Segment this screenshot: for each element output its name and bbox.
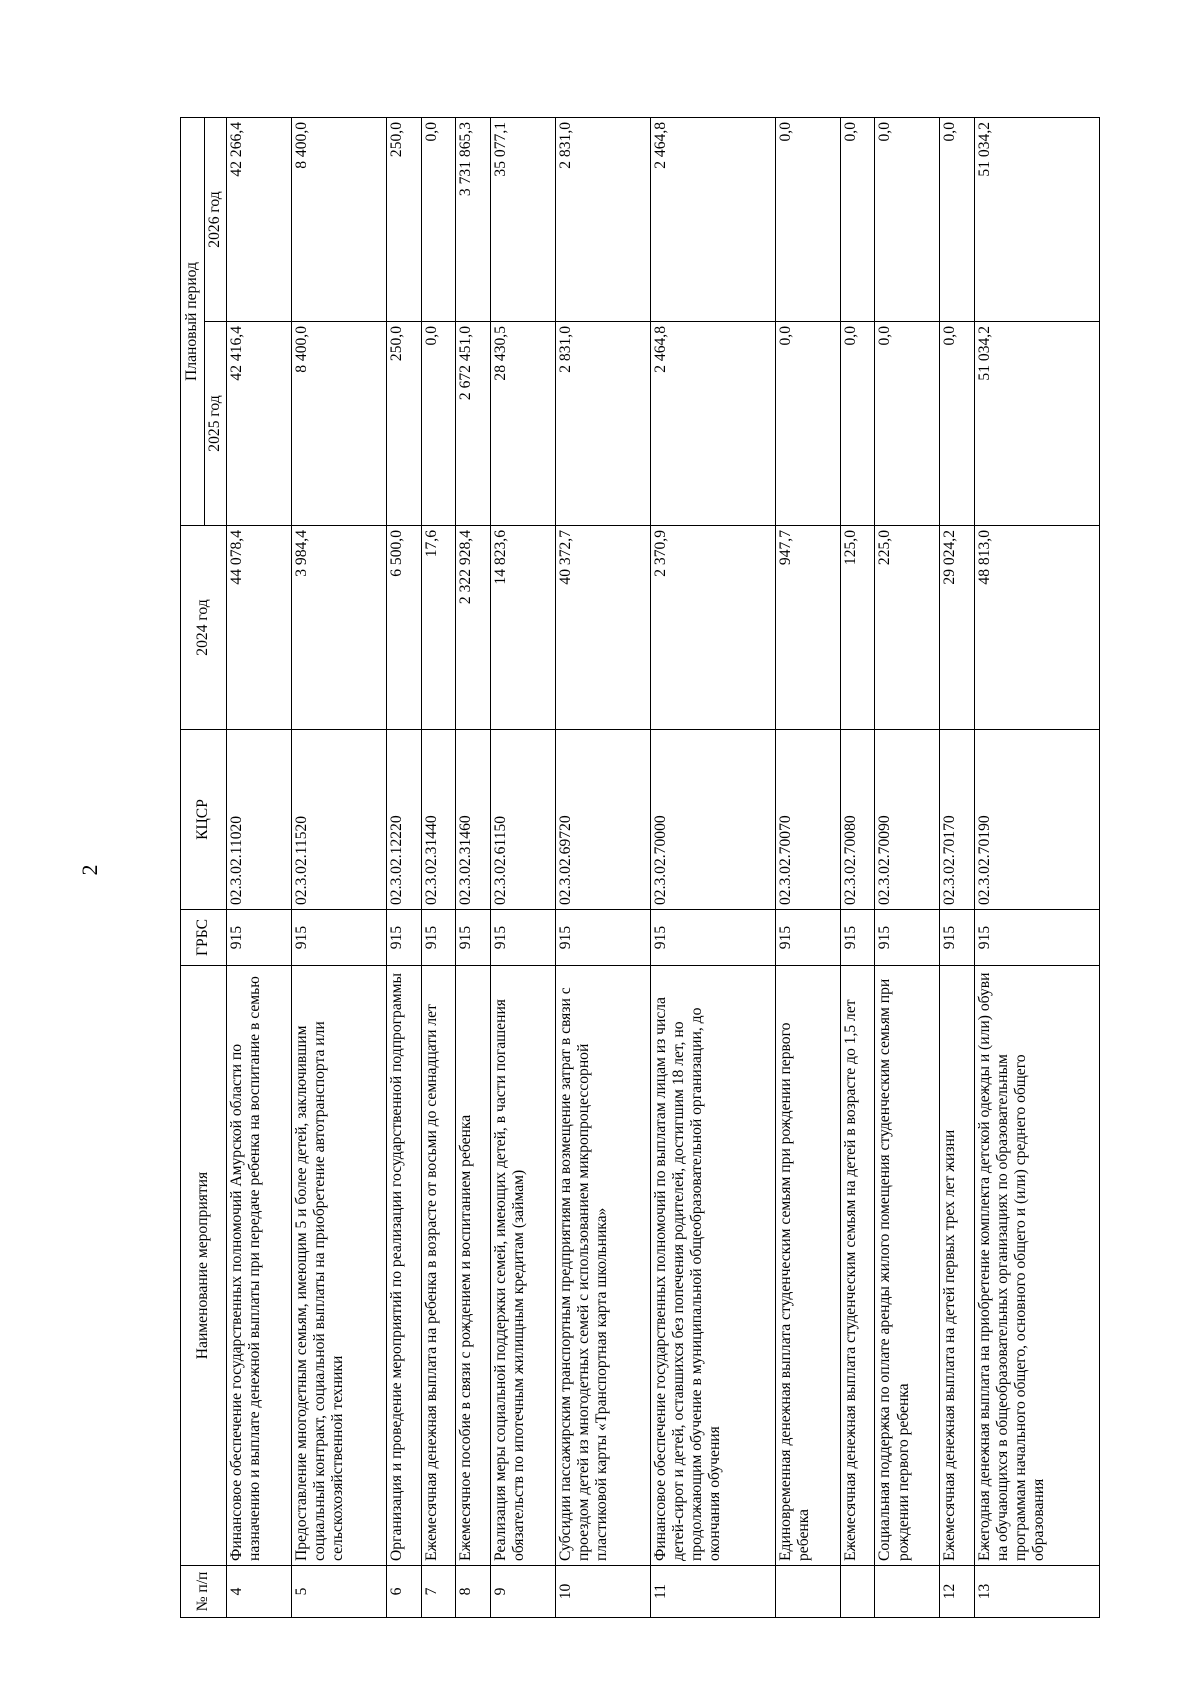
table-container <box>180 118 1100 1618</box>
page-number: 2 <box>77 864 102 876</box>
cell-grbs: 915 <box>650 910 775 966</box>
cell-grbs: 915 <box>421 910 456 966</box>
cell-2025: 28 430,5 <box>491 322 556 526</box>
table-row <box>456 117 491 1617</box>
cell-2026: 0,0 <box>775 117 840 321</box>
cell-grbs: 915 <box>840 910 875 966</box>
table-body <box>227 117 1100 1617</box>
header-kcsr: КЦСР <box>181 730 227 910</box>
cell-name: Организация и проведение мероприятий по реализации государственной подпрограммы <box>386 966 421 1566</box>
header-planned-period: Плановый период <box>181 117 205 525</box>
cell-kcsr: 02.3.02.70000 <box>650 730 775 910</box>
cell-kcsr: 02.3.02.31440 <box>421 730 456 910</box>
table-row <box>386 117 421 1617</box>
cell-2025: 2 464,8 <box>650 322 775 526</box>
cell-name: Финансовое обеспечение государственных полномочий Амурской области по назначению и выплате денежной выплаты при передаче ребенка на воспитание в семью <box>227 966 292 1566</box>
cell-2024: 225,0 <box>875 526 940 730</box>
cell-kcsr: 02.3.02.12220 <box>386 730 421 910</box>
table-row <box>491 117 556 1617</box>
cell-2025: 0,0 <box>421 322 456 526</box>
cell-num: 8 <box>456 1566 491 1618</box>
cell-grbs: 915 <box>456 910 491 966</box>
cell-2026: 8 400,0 <box>291 117 386 321</box>
cell-grbs: 915 <box>556 910 651 966</box>
cell-2024: 17,6 <box>421 526 456 730</box>
cell-2024: 44 078,4 <box>227 526 292 730</box>
header-num: № п/п <box>181 1566 227 1618</box>
cell-2026: 0,0 <box>840 117 875 321</box>
cell-name: Социальная поддержка по оплате аренды жилого помещения студенческим семьям при рождении первого ребенка <box>875 966 940 1566</box>
table-row <box>227 117 292 1617</box>
cell-kcsr: 02.3.02.70190 <box>975 730 1100 910</box>
cell-name: Единовременная денежная выплата студенческим семьям при рождении первого ребенка <box>775 966 840 1566</box>
table-row <box>775 117 840 1617</box>
cell-name: Финансовое обеспечение государственных полномочий по выплатам лицам из числа детей-сирот и детей, оставшихся без попечения родителей, достигшим 18 лет, но продолжающим обучение в муниципальной общеобразовательной организации, до окончания обучения <box>650 966 775 1566</box>
cell-grbs: 915 <box>386 910 421 966</box>
cell-2024: 14 823,6 <box>491 526 556 730</box>
cell-num <box>775 1566 840 1618</box>
header-2025: 2025 год <box>205 322 227 526</box>
cell-2026: 2 831,0 <box>556 117 651 321</box>
cell-kcsr: 02.3.02.69720 <box>556 730 651 910</box>
cell-2026: 42 266,4 <box>227 117 292 321</box>
table-row <box>650 117 775 1617</box>
cell-grbs: 915 <box>875 910 940 966</box>
table-row <box>840 117 875 1617</box>
table-row <box>975 117 1100 1617</box>
cell-2025: 42 416,4 <box>227 322 292 526</box>
cell-grbs: 915 <box>491 910 556 966</box>
table-row <box>940 117 975 1617</box>
table-row <box>556 117 651 1617</box>
cell-num: 5 <box>291 1566 386 1618</box>
cell-num: 12 <box>940 1566 975 1618</box>
cell-num: 11 <box>650 1566 775 1618</box>
cell-2025: 0,0 <box>940 322 975 526</box>
cell-kcsr: 02.3.02.70090 <box>875 730 940 910</box>
cell-2024: 947,7 <box>775 526 840 730</box>
cell-2024: 29 024,2 <box>940 526 975 730</box>
cell-name: Ежемесячная денежная выплата на детей первых трех лет жизни <box>940 966 975 1566</box>
cell-name: Ежемесячная денежная выплата на ребенка в возрасте от восьми до семнадцати лет <box>421 966 456 1566</box>
cell-kcsr: 02.3.02.70070 <box>775 730 840 910</box>
cell-2024: 2 322 928,4 <box>456 526 491 730</box>
table-row <box>875 117 940 1617</box>
cell-grbs: 915 <box>227 910 292 966</box>
cell-num: 4 <box>227 1566 292 1618</box>
rotated-table-frame <box>180 118 1100 1618</box>
cell-2026: 0,0 <box>940 117 975 321</box>
cell-grbs: 915 <box>975 910 1100 966</box>
cell-2024: 48 813,0 <box>975 526 1100 730</box>
cell-name: Реализация меры социальной поддержки семей, имеющих детей, в части погашения обязательств по ипотечным жилищным кредитам (займам) <box>491 966 556 1566</box>
cell-name: Ежемесячная денежная выплата студенческим семьям на детей в возрасте до 1,5 лет <box>840 966 875 1566</box>
cell-2026: 2 464,8 <box>650 117 775 321</box>
cell-num: 10 <box>556 1566 651 1618</box>
cell-2024: 125,0 <box>840 526 875 730</box>
cell-num <box>875 1566 940 1618</box>
cell-grbs: 915 <box>291 910 386 966</box>
cell-num: 13 <box>975 1566 1100 1618</box>
cell-name: Ежегодная денежная выплата на приобретение комплекта детской одежды и (или) обуви на обучающихся в общеобразовательных организациях по образовательным программам начального общего, основного общего и (или) среднего общего образования <box>975 966 1100 1566</box>
cell-2024: 6 500,0 <box>386 526 421 730</box>
cell-num: 6 <box>386 1566 421 1618</box>
cell-2026: 0,0 <box>875 117 940 321</box>
cell-2026: 250,0 <box>386 117 421 321</box>
cell-num <box>840 1566 875 1618</box>
cell-kcsr: 02.3.02.11020 <box>227 730 292 910</box>
cell-2025: 0,0 <box>840 322 875 526</box>
cell-kcsr: 02.3.02.11520 <box>291 730 386 910</box>
cell-grbs: 915 <box>775 910 840 966</box>
cell-2026: 51 034,2 <box>975 117 1100 321</box>
cell-2024: 2 370,9 <box>650 526 775 730</box>
cell-kcsr: 02.3.02.61150 <box>491 730 556 910</box>
cell-name: Ежемесячное пособие в связи с рождением и воспитанием ребенка <box>456 966 491 1566</box>
budget-table <box>180 117 1100 1618</box>
cell-2026: 3 731 865,3 <box>456 117 491 321</box>
cell-num: 7 <box>421 1566 456 1618</box>
table-row <box>421 117 456 1617</box>
cell-grbs: 915 <box>940 910 975 966</box>
cell-2026: 0,0 <box>421 117 456 321</box>
cell-2025: 250,0 <box>386 322 421 526</box>
cell-2025: 2 672 451,0 <box>456 322 491 526</box>
header-name: Наименование мероприятия <box>181 966 227 1566</box>
header-grbs: ГРБС <box>181 910 227 966</box>
cell-kcsr: 02.3.02.70080 <box>840 730 875 910</box>
cell-num: 9 <box>491 1566 556 1618</box>
cell-2025: 8 400,0 <box>291 322 386 526</box>
cell-2025: 51 034,2 <box>975 322 1100 526</box>
cell-kcsr: 02.3.02.70170 <box>940 730 975 910</box>
table-row <box>291 117 386 1617</box>
cell-2024: 40 372,7 <box>556 526 651 730</box>
cell-2025: 0,0 <box>775 322 840 526</box>
cell-kcsr: 02.3.02.31460 <box>456 730 491 910</box>
cell-name: Предоставление многодетным семьям, имеющим 5 и более детей, заключившим социальный контракт, социальной выплаты на приобретение автотранспорта или сельскохозяйственной техники <box>291 966 386 1566</box>
header-2026: 2026 год <box>205 117 227 321</box>
cell-2025: 2 831,0 <box>556 322 651 526</box>
cell-2026: 35 077,1 <box>491 117 556 321</box>
cell-name: Субсидии пассажирским транспортным предприятиям на возмещение затрат в связи с проездом детей из многодетных семей с использованием микропроцессорной пластиковой карты «Транспортная карта школьника» <box>556 966 651 1566</box>
header-2024: 2024 год <box>181 526 227 730</box>
cell-2024: 3 984,4 <box>291 526 386 730</box>
table-header <box>181 117 227 1617</box>
cell-2025: 0,0 <box>875 322 940 526</box>
